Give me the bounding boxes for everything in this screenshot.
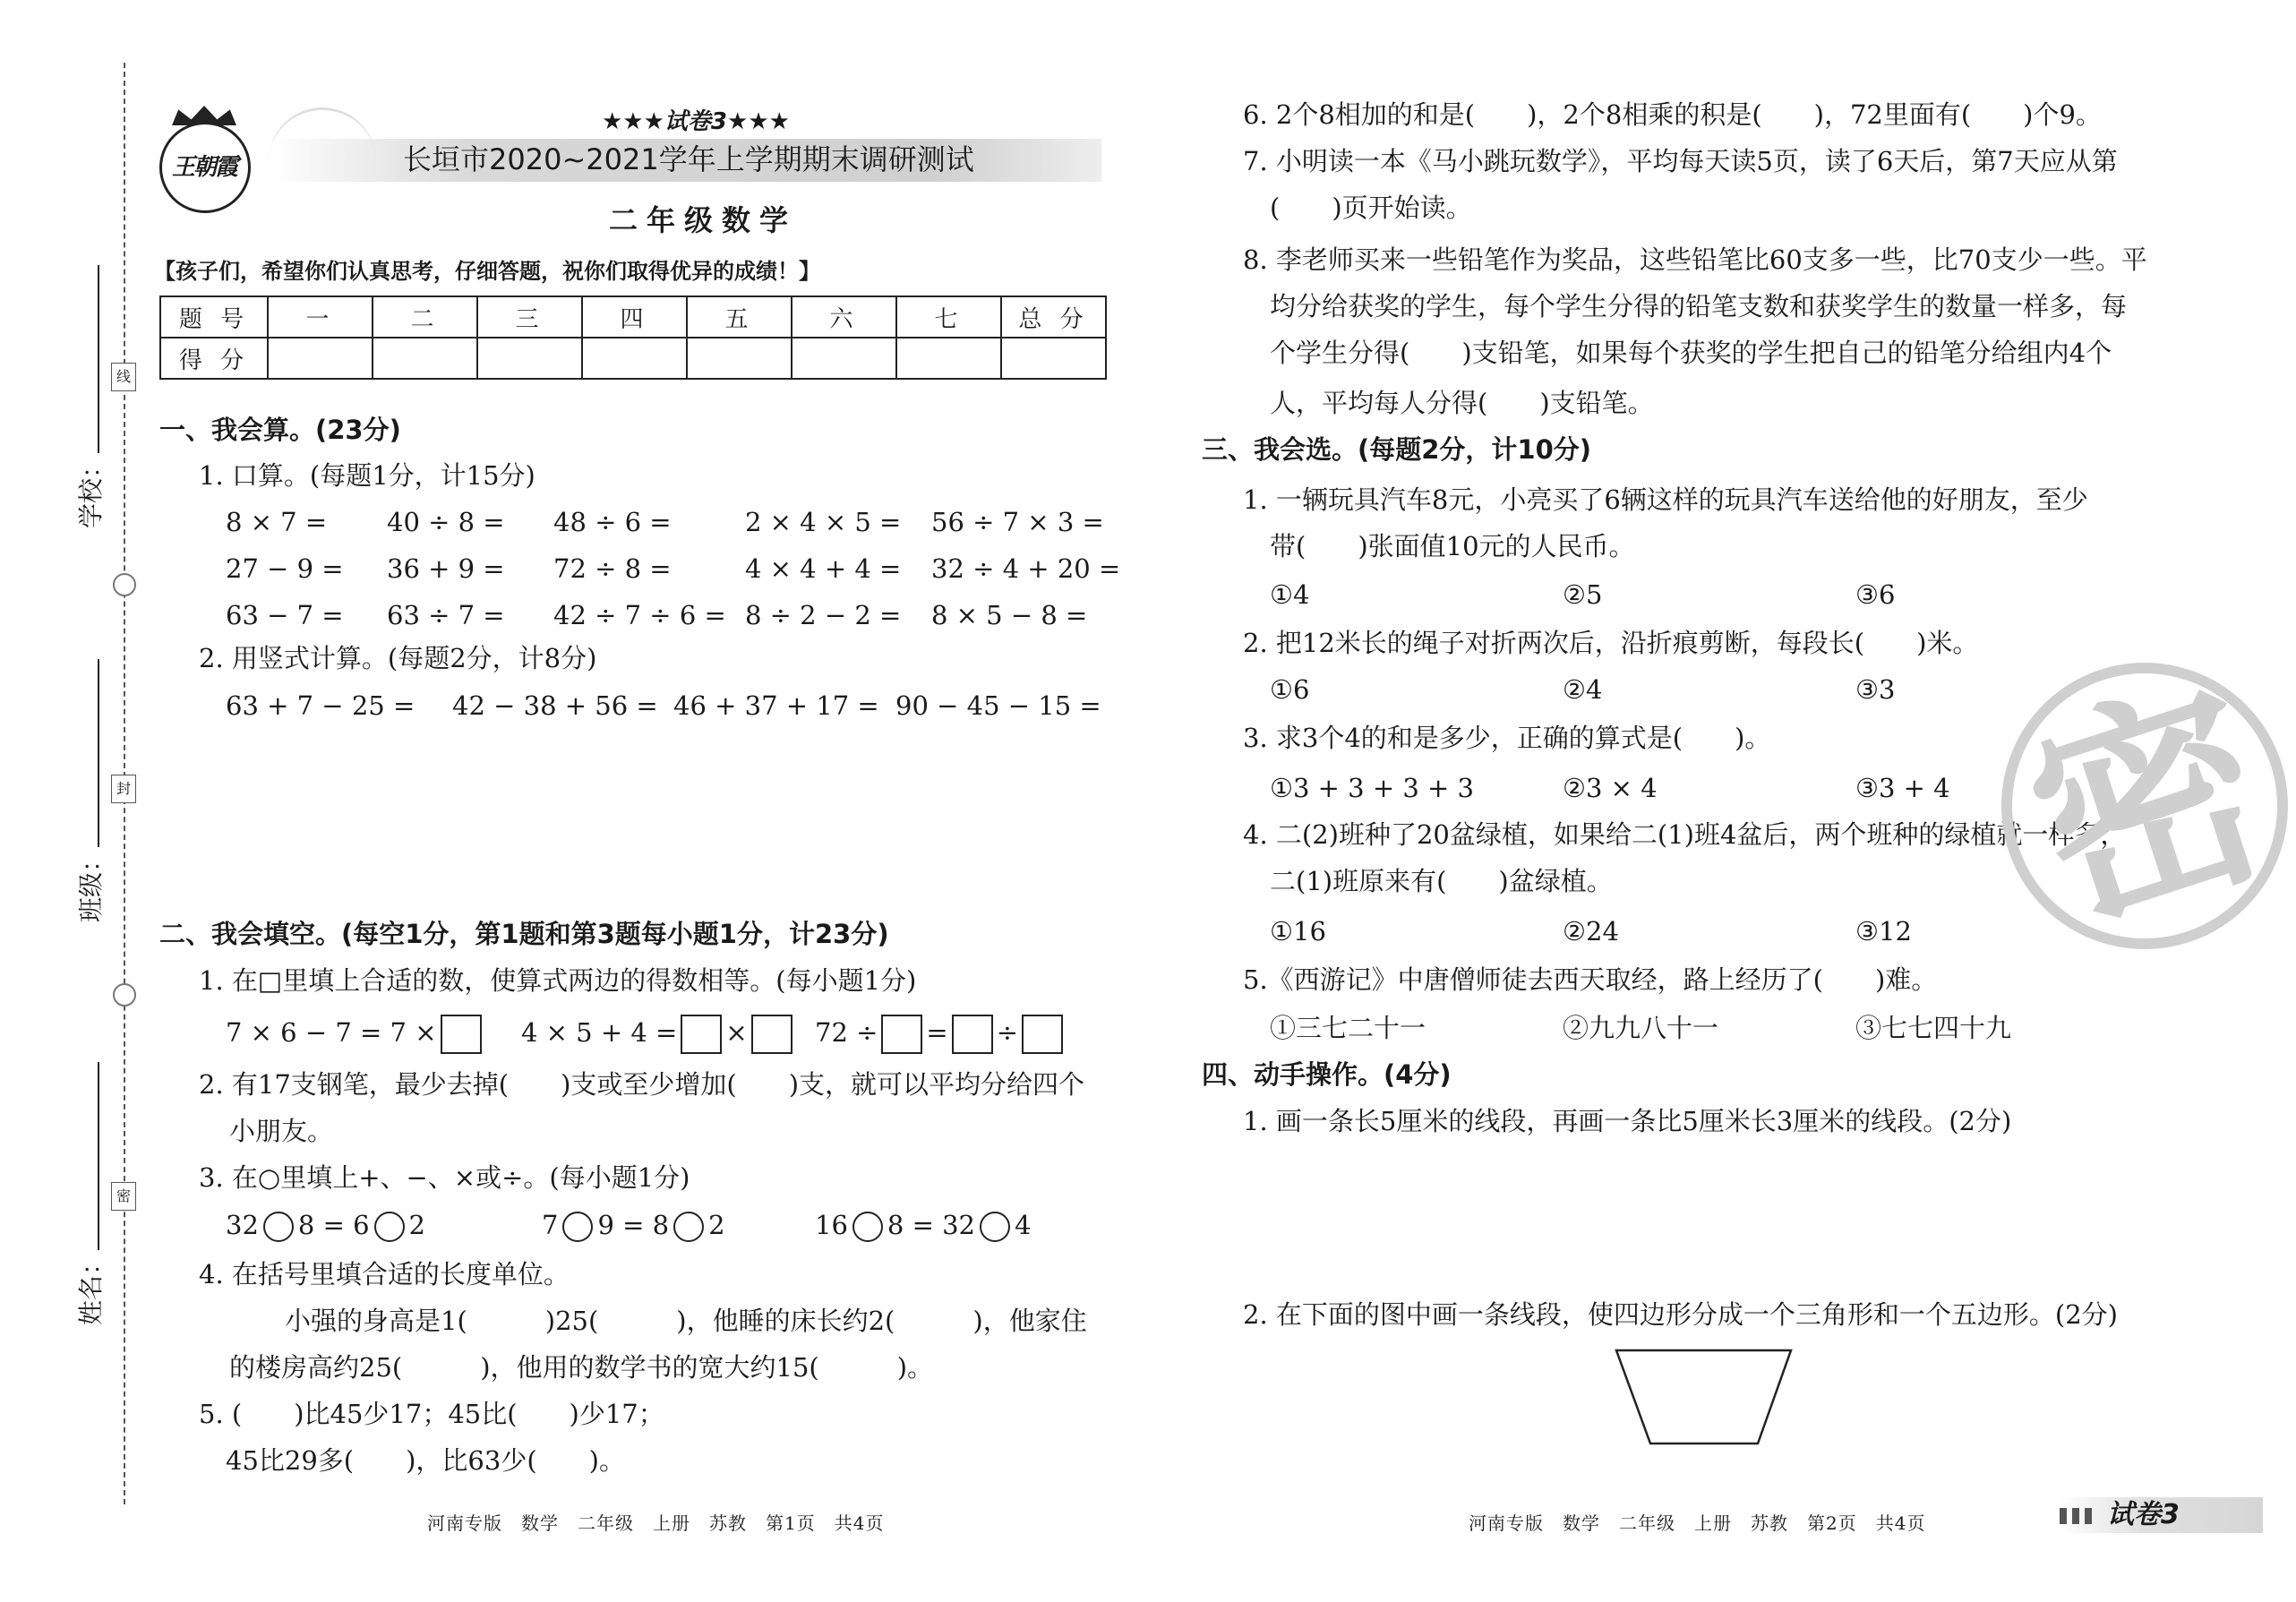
oral-item[interactable]: 8 × 5 − 8 = [931, 600, 1088, 630]
s3-q5: 5.《西游记》中唐僧师徒去西天取经，路上经历了( )难。 [1243, 964, 1938, 995]
score-header-cell: 四 [582, 296, 687, 338]
footer-paper-tag: 试卷3 [2107, 1499, 2180, 1530]
vertical-item[interactable]: 42 − 38 + 56 = [452, 690, 658, 721]
stamp-text: 密 [2002, 648, 2296, 966]
section-4-title: 四、动手操作。(4分) [1202, 1059, 1452, 1090]
score-header-cell: 一 [268, 296, 373, 338]
s2-q1: 1. 在□里填上合适的数，使算式两边的得数相等。(每小题1分) [199, 965, 917, 996]
s2-q1c: 72 ÷ = ÷ [815, 1015, 1067, 1054]
oral-item[interactable]: 36 + 9 = [387, 553, 505, 584]
option[interactable]: ①三七二十一 [1270, 1013, 1426, 1043]
vertical-item[interactable]: 63 + 7 − 25 = [226, 690, 416, 721]
option[interactable]: ①3 + 3 + 3 + 3 [1270, 773, 1475, 803]
r1-q8a: 8. 李老师买来一些铅笔作为奖品，这些铅笔比60支多一些，比70支少一些。平 [1243, 244, 2147, 275]
option[interactable]: ③3 + 4 [1855, 773, 1950, 803]
answer-box[interactable] [1022, 1015, 1063, 1054]
option[interactable]: ②24 [1563, 916, 1619, 947]
score-header-cell: 题 号 [160, 296, 268, 338]
oral-item[interactable]: 8 × 7 = [226, 507, 328, 537]
s2-q3b: 7 9 = 8 2 [542, 1210, 725, 1240]
vertical-item[interactable]: 46 + 37 + 17 = [673, 690, 879, 721]
operator-circle[interactable] [852, 1212, 883, 1242]
oral-item[interactable]: 48 ÷ 6 = [553, 507, 672, 537]
logo-text: 王朝霞 [171, 154, 236, 181]
ribbon-decoration [269, 107, 376, 164]
r1-q7b: ( )页开始读。 [1270, 193, 1472, 223]
answer-box[interactable] [441, 1015, 482, 1054]
binding-mark-line: 线 [111, 363, 136, 391]
secret-stamp-icon [2001, 648, 2296, 966]
option[interactable]: ③12 [1855, 916, 1912, 947]
s2-q2b: 小朋友。 [229, 1116, 334, 1146]
vertical-item[interactable]: 90 − 45 − 15 = [895, 690, 1101, 721]
oral-item[interactable]: 63 − 7 = [226, 600, 344, 630]
operator-circle[interactable] [374, 1212, 405, 1242]
option[interactable]: ③6 [1855, 579, 1896, 610]
s2-q5a: 5. ( )比45少17；45比( )少17； [199, 1399, 664, 1429]
r1-q8c: 个学生分得( )支铅笔，如果每个获奖的学生把自己的铅笔分给组内4个 [1270, 338, 2112, 368]
s2-q3c: 16 8 = 32 4 [815, 1210, 1032, 1240]
option[interactable]: ①16 [1270, 916, 1326, 947]
option[interactable]: ①4 [1270, 579, 1310, 610]
option[interactable]: ②九九八十一 [1563, 1013, 1719, 1043]
s2-q4: 4. 在括号里填合适的长度单位。 [199, 1259, 570, 1289]
school-label: 学校： [76, 452, 106, 528]
s2-q1a: 7 × 6 − 7 = 7 × [226, 1015, 485, 1054]
operator-circle[interactable] [980, 1212, 1010, 1242]
score-label-cell: 得 分 [160, 338, 268, 379]
operator-circle[interactable] [562, 1212, 593, 1242]
score-input-cell[interactable] [477, 338, 582, 379]
score-input-cell[interactable] [268, 338, 373, 379]
score-header-cell: 二 [373, 296, 477, 338]
class-label: 班级： [76, 846, 106, 922]
oral-item[interactable]: 32 ÷ 4 + 20 = [931, 553, 1121, 584]
footer-left: 河南专版 数学 二年级 上册 苏教 第1页 共4页 [427, 1512, 885, 1534]
operator-circle[interactable] [263, 1212, 294, 1242]
oral-item[interactable]: 40 ÷ 8 = [387, 507, 505, 537]
s4-q2: 2. 在下面的图中画一条线段，使四边形分成一个三角形和一个五边形。(2分) [1243, 1299, 2118, 1330]
s4-q1: 1. 画一条长5厘米的线段，再画一条比5厘米长3厘米的线段。(2分) [1243, 1106, 2012, 1136]
score-value-row [160, 338, 1106, 379]
answer-box[interactable] [881, 1015, 922, 1054]
s2-q3: 3. 在○里填上+、−、×或÷。(每小题1分) [199, 1162, 690, 1193]
name-label: 姓名： [76, 1249, 106, 1325]
s3-q4b: 二(1)班原来有( )盆绿植。 [1270, 866, 1613, 896]
answer-box[interactable] [952, 1015, 993, 1054]
r1-q8b: 均分给获奖的学生，每个学生分得的铅笔支数和获奖学生的数量一样多，每 [1270, 291, 2128, 321]
section-2-title: 二、我会填空。(每空1分，第1题和第3题每小题1分，计23分) [159, 919, 889, 949]
oral-item[interactable]: 72 ÷ 8 = [553, 553, 672, 584]
s2-q4b: 的楼房高约25( )，他用的数学书的宽大约15( )。 [229, 1352, 934, 1383]
option[interactable]: ①6 [1270, 674, 1310, 705]
r1-q6: 6. 2个8相加的和是( )，2个8相乘的积是( )，72里面有( )个9。 [1243, 99, 2102, 130]
brand-logo [159, 106, 249, 211]
footer-dots-icon [2060, 1508, 2095, 1524]
score-header-cell: 七 [896, 296, 1001, 338]
oral-item[interactable]: 2 × 4 × 5 = [745, 507, 902, 537]
s3-q4a: 4. 二(2)班种了20盆绿植，如果给二(1)班4盆后，两个班种的绿植就一样多， [1243, 819, 2127, 850]
s3-q2: 2. 把12米长的绳子对折两次后，沿折痕剪断，每段长( )米。 [1243, 628, 1979, 658]
encourage-text: 【孩子们，希望你们认真思考，仔细答题，祝你们取得优异的成绩！】 [154, 259, 820, 284]
s2-q2a: 2. 有17支钢笔，最少去掉( )支或至少增加( )支，就可以平均分给四个 [199, 1069, 1085, 1100]
oral-item[interactable]: 42 ÷ 7 ÷ 6 = [553, 600, 726, 630]
score-input-cell[interactable] [582, 338, 687, 379]
score-header-cell: 三 [477, 296, 582, 338]
option[interactable]: ②5 [1563, 579, 1603, 610]
s2-q3a: 32 8 = 6 2 [226, 1210, 425, 1240]
section-3-title: 三、我会选。(每题2分，计10分) [1202, 434, 1592, 465]
r1-q7a: 7. 小明读一本《马小跳玩数学》，平均每天读5页，读了6天后，第7天应从第 [1243, 146, 2118, 176]
score-table [159, 296, 1107, 380]
score-input-cell[interactable] [792, 338, 896, 379]
footer-right: 河南专版 数学 二年级 上册 苏教 第2页 共4页 [1469, 1512, 1926, 1534]
score-header-cell: 五 [687, 296, 792, 338]
score-input-cell[interactable] [687, 338, 792, 379]
score-header-cell: 总 分 [1001, 296, 1106, 338]
binding-hole-icon [113, 983, 136, 1007]
oral-item[interactable]: 8 ÷ 2 − 2 = [745, 600, 902, 630]
paper-tag: ★★★试卷3★★★ [602, 108, 790, 135]
oral-item[interactable]: 63 ÷ 7 = [387, 600, 505, 630]
section-1-title: 一、我会算。(23分) [159, 415, 401, 445]
s2-q5b: 45比29多( )，比63少( )。 [226, 1445, 625, 1476]
s2-q4a: 小强的身高是1( )25( )，他睡的床长约2( )，他家住 [285, 1306, 1087, 1336]
option[interactable]: ②3 × 4 [1563, 773, 1658, 803]
score-header-cell: 六 [792, 296, 896, 338]
score-input-cell[interactable] [896, 338, 1001, 379]
score-input-cell[interactable] [1001, 338, 1106, 379]
answer-box[interactable] [681, 1015, 722, 1054]
binding-hole-icon [113, 573, 136, 596]
s3-q1b: 带( )张面值10元的人民币。 [1270, 531, 1635, 561]
subject-title: 二年级数学 [609, 203, 798, 237]
oral-item[interactable]: 4 × 4 + 4 = [745, 553, 902, 584]
oral-item[interactable]: 27 − 9 = [226, 553, 344, 584]
drawing-area[interactable] [1243, 1146, 2138, 1281]
s1-q2: 2. 用竖式计算。(每题2分，计8分) [199, 643, 597, 673]
operator-circle[interactable] [673, 1212, 704, 1242]
oral-item[interactable]: 56 ÷ 7 × 3 = [931, 507, 1104, 537]
option[interactable]: ②4 [1563, 674, 1603, 705]
trapezoid-figure[interactable] [1607, 1343, 1804, 1451]
page-title: 长垣市2020~2021学年上学期期末调研测试 [403, 142, 974, 176]
s2-q1b: 4 × 5 + 4 = × [521, 1015, 796, 1054]
option[interactable]: ③3 [1855, 674, 1896, 705]
answer-box[interactable] [751, 1015, 792, 1054]
binding-mark-seal: 封 [111, 775, 136, 803]
s3-q3: 3. 求3个4的和是多少，正确的算式是( )。 [1243, 723, 1771, 753]
score-input-cell[interactable] [373, 338, 477, 379]
score-header-row [160, 296, 1106, 338]
binding-mark-dense: 密 [111, 1182, 136, 1211]
s1-q1: 1. 口算。(每题1分，计15分) [199, 460, 535, 491]
s3-q1a: 1. 一辆玩具汽车8元，小亮买了6辆这样的玩具汽车送给他的好朋友，至少 [1243, 484, 2088, 515]
option[interactable]: ③七七四十九 [1855, 1013, 2012, 1043]
r1-q8d: 人，平均每人分得( )支铅笔。 [1270, 388, 1654, 418]
